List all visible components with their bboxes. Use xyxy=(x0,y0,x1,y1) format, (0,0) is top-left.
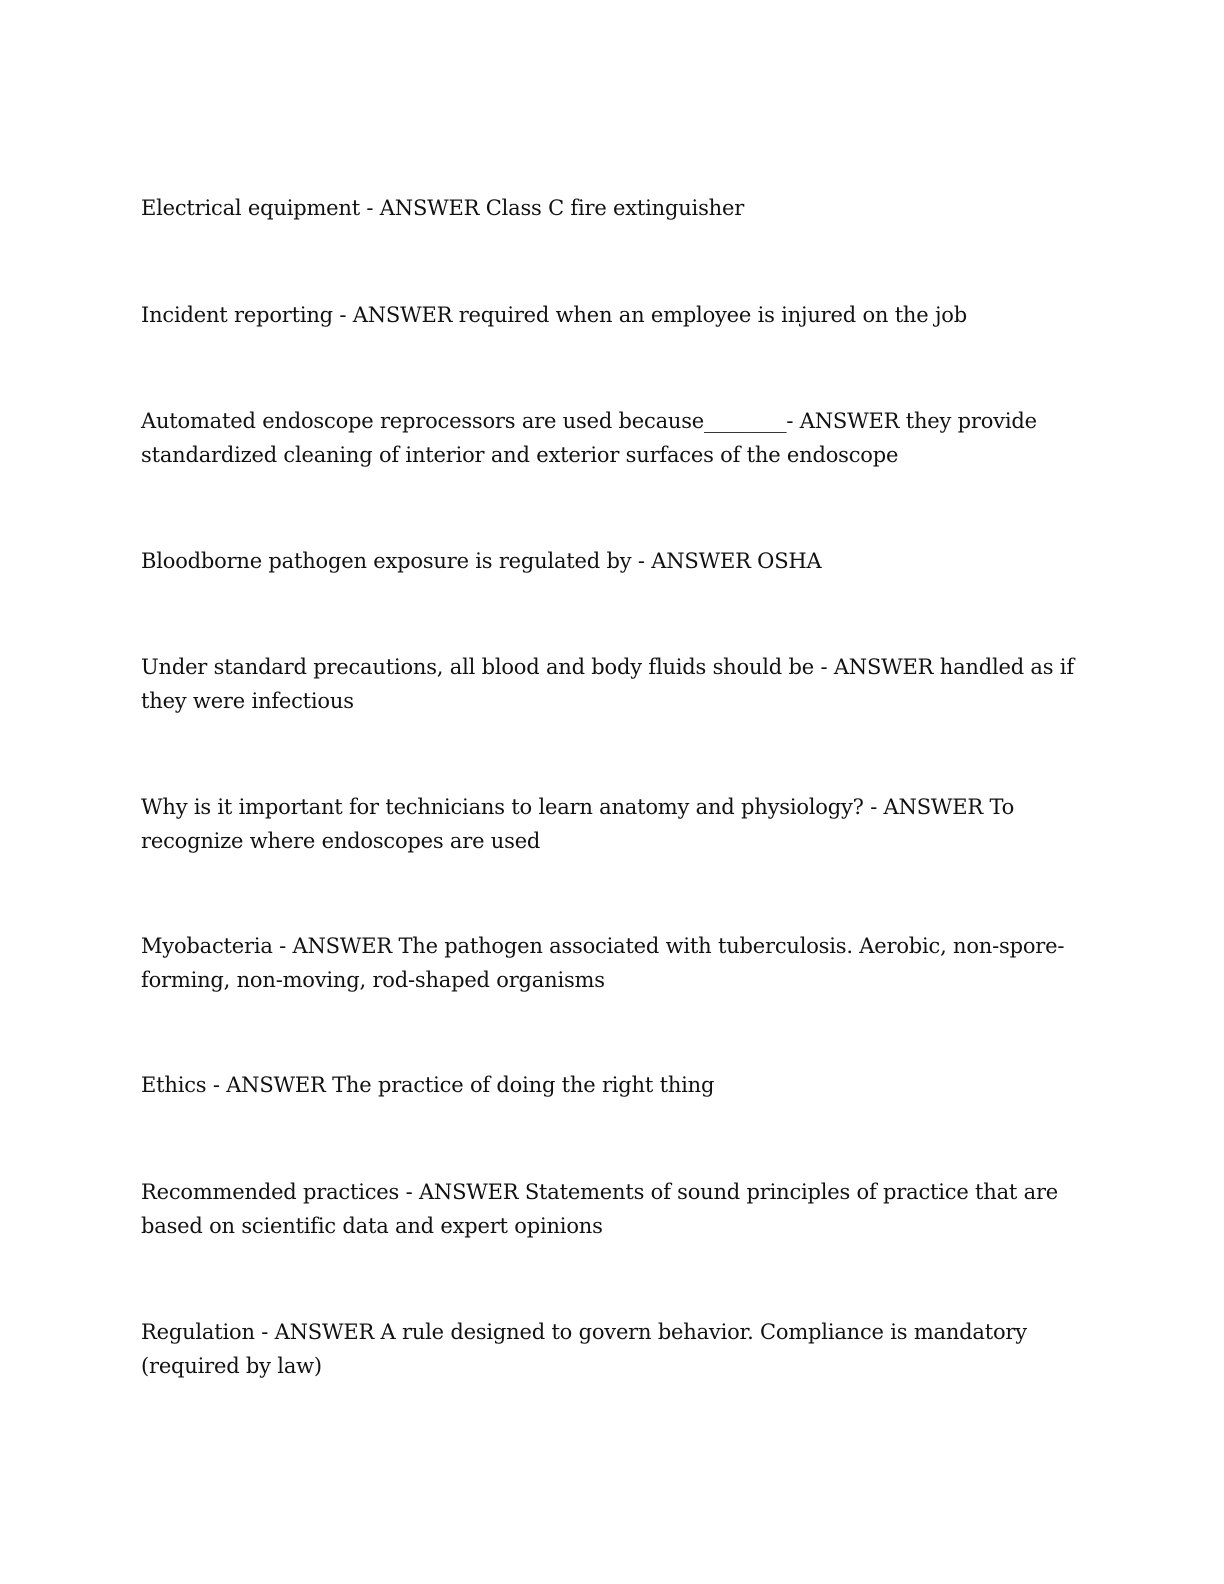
qa-entry-recommended-practices: Recommended practices - ANSWER Statements of sound principles of practice that are based on scientific data and expert opinions xyxy=(141,1180,1059,1238)
qa-entry-ethics: Ethics - ANSWER The practice of doing the right thing xyxy=(141,1073,715,1097)
qa-entry-automated-endoscope-reprocessors: Automated endoscope reprocessors are used because________- ANSWER they provide standardized cleaning of interior and exterior surfaces of the endoscope xyxy=(141,409,1037,467)
qa-entry-standard-precautions: Under standard precautions, all blood and body fluids should be - ANSWER handled as if they were infectious xyxy=(141,655,1074,713)
qa-entry-myobacteria: Myobacteria - ANSWER The pathogen associated with tuberculosis. Aerobic, non-spore-forming, non-moving, rod-shaped organisms xyxy=(141,934,1065,992)
qa-entry-regulation: Regulation - ANSWER A rule designed to govern behavior. Compliance is mandatory (required by law) xyxy=(141,1320,1027,1378)
qa-entry-bloodborne-pathogen: Bloodborne pathogen exposure is regulated by - ANSWER OSHA xyxy=(141,549,822,573)
qa-entry-electrical-equipment: Electrical equipment - ANSWER Class C fire extinguisher xyxy=(141,196,745,220)
qa-entry-incident-reporting: Incident reporting - ANSWER required when an employee is injured on the job xyxy=(141,303,967,327)
qa-entry-anatomy-physiology: Why is it important for technicians to learn anatomy and physiology? - ANSWER To recognize where endoscopes are used xyxy=(141,795,1015,853)
